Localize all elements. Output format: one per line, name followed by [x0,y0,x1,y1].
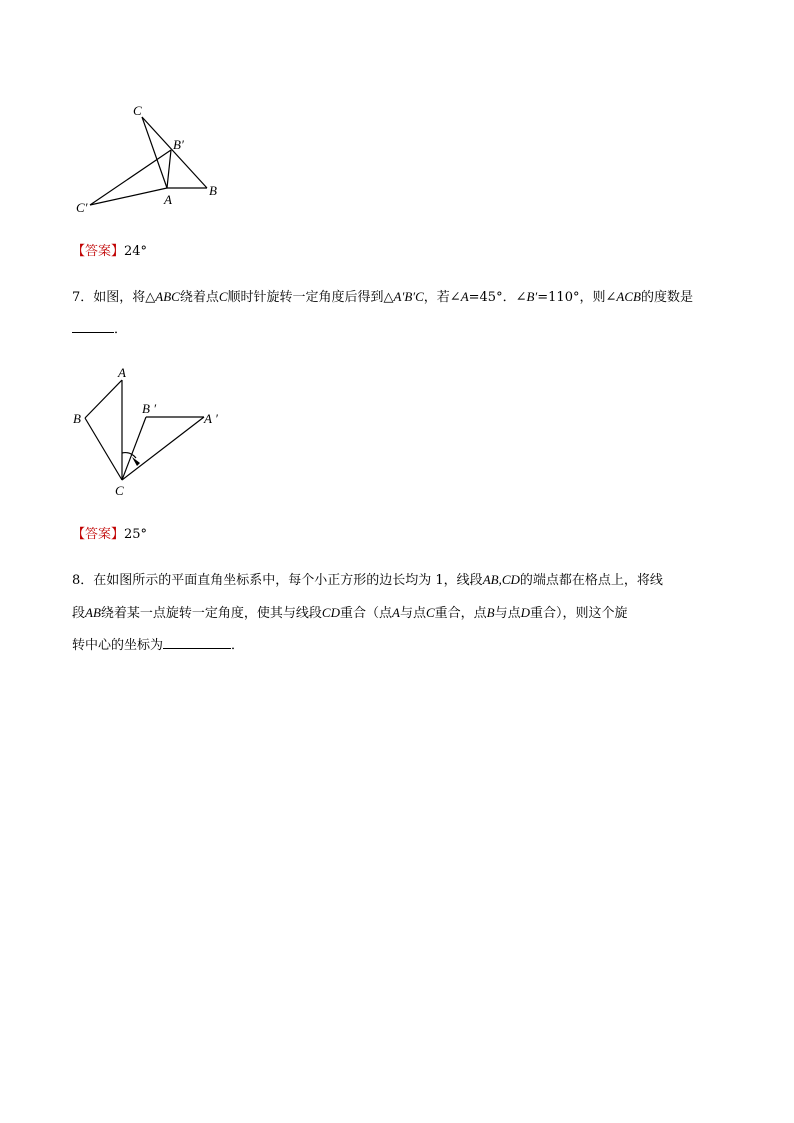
segment-a-b [85,380,122,418]
question-8 [72,566,663,660]
q8-text: 重合（点 [339,606,392,621]
figure-1-svg [70,95,240,225]
q8-segment-ab: AB [85,605,101,620]
answer-value: 24° [124,244,148,259]
label-b: B [73,411,81,426]
q8-text: 段 [72,606,86,621]
label-a: A [164,192,172,207]
answer-1 [72,243,147,261]
q7-triangle-abc: ABC [155,289,180,304]
q8-text: 重合），则这个旋 [530,606,628,621]
angle-mark [132,457,140,466]
figure-2-rotation-diagram [70,362,240,507]
answer-2 [72,526,147,544]
q7-angle-acb: ACB [616,289,641,304]
label-a-prime: A ′ [204,411,218,426]
answer-value: 25° [124,527,148,542]
q7-text: 的度数是 [640,290,693,305]
question-7-line-2 [72,316,693,344]
q8-point: A [392,605,400,620]
angle-arc [122,453,136,458]
q8-point: C [425,605,435,620]
question-7-line-1 [72,283,693,312]
segment-c-b [142,117,207,188]
question-8-line-2 [72,599,663,628]
q8-text: 重合，点 [434,606,487,621]
q8-text: 绕着某一点旋转一定角度，使其与线段 [100,606,322,621]
answer-blank[interactable] [72,316,114,333]
answer-tag: 【答案】 [72,527,125,542]
q7-text: 如图，将△ [93,290,156,305]
answer-blank[interactable] [163,632,231,649]
q7-point-c: C [218,289,228,304]
q8-segment-cd: CD [321,605,340,620]
question-number: 8． [72,573,94,588]
label-b: B [209,183,217,198]
segment-c-a [142,117,167,188]
label-b-prime: B′ [173,137,184,152]
label-b-prime: B ′ [142,401,157,416]
q7-angle-bp: B′ [526,289,538,304]
q8-text: 与点 [399,606,426,621]
label-c: C [133,103,142,118]
question-8-line-1 [72,566,663,595]
label-c: C [115,483,124,498]
q7-text: 顺时针旋转一定角度后得到△ [227,290,394,305]
q8-text: 在如图所示的平面直角坐标系中，每个小正方形的边长均为 1，线段 [93,573,483,588]
q7-text: =45°．∠ [468,290,527,305]
q8-point: B [486,605,495,620]
label-c-prime: C′ [76,200,88,215]
q7-period: ． [114,322,128,337]
question-number: 7． [72,290,94,305]
question-7 [72,283,693,344]
q8-period: ． [231,638,245,653]
q7-text: ，若∠ [423,290,461,305]
segment-bp-cp [90,150,171,205]
q8-segments: AB,CD [482,572,520,587]
figure-2-svg [70,362,240,507]
q8-point: D [520,605,531,620]
answer-tag: 【答案】 [72,244,125,259]
segment-bp-a [167,150,171,188]
label-a: A [118,365,126,380]
figure-1-rotation-diagram [70,95,240,225]
q7-text: 绕着点 [179,290,219,305]
q7-text: =110°，则∠ [537,290,617,305]
question-8-line-3 [72,632,663,660]
q8-text: 的端点都在格点上，将线 [519,573,663,588]
q8-text: 与点 [494,606,521,621]
segment-b-c [85,418,122,480]
q7-angle-a: A [460,289,469,304]
q8-text: 转中心的坐标为 [72,638,164,653]
q7-triangle-apbpc: A′B′C [393,289,424,304]
